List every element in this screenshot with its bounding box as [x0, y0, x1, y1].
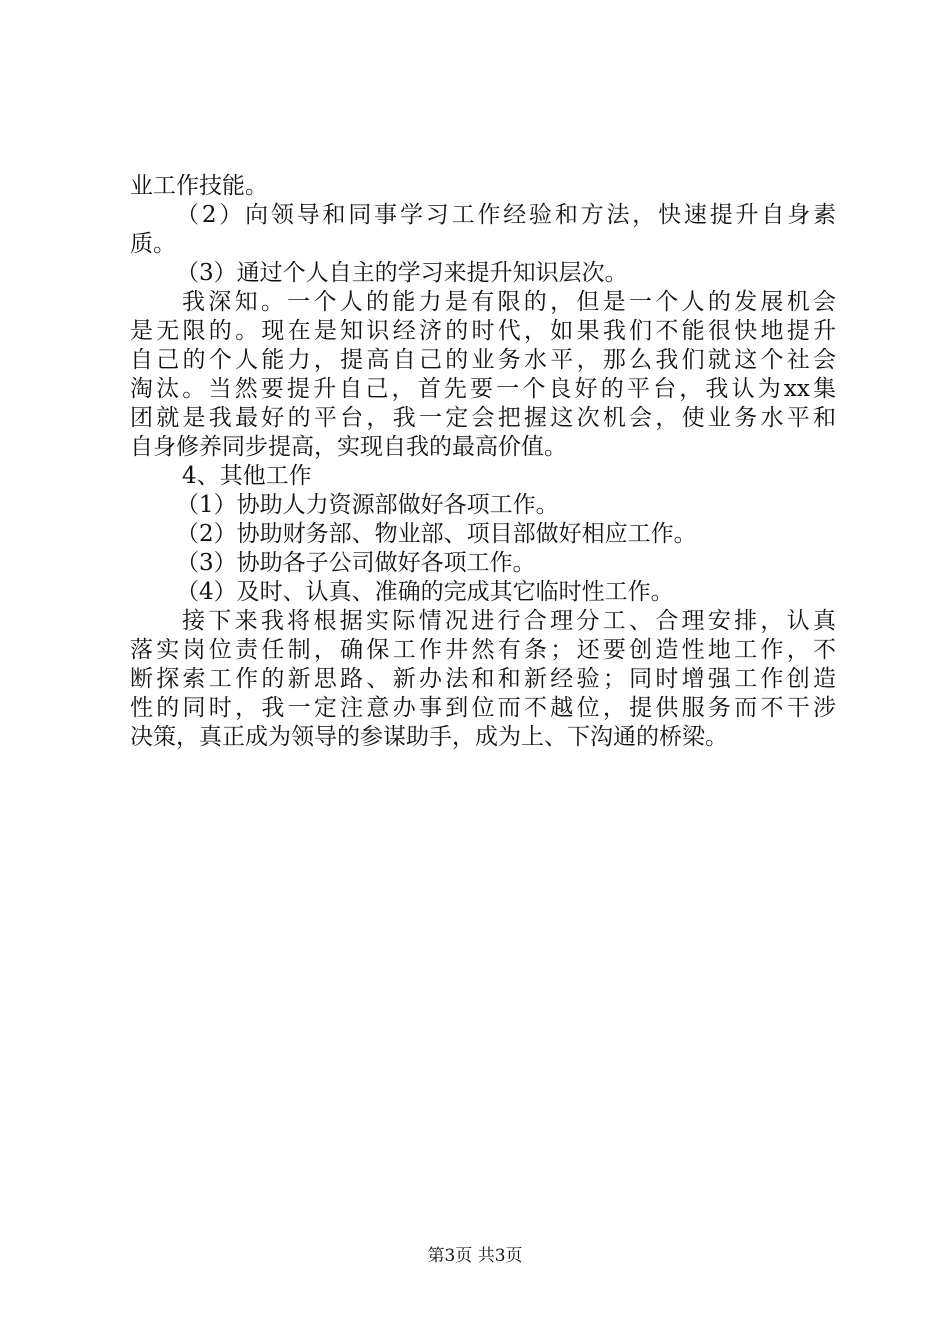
paragraph-line: 性的同时，我一定注意办事到位而不越位，提供服务而不干涉: [130, 695, 836, 721]
paragraph-line: 落实岗位责任制，确保工作井然有条；还要创造性地工作，不: [130, 637, 836, 663]
list-item-line: （2）协助财务部、物业部、项目部做好相应工作。: [176, 521, 697, 547]
list-item-line: （3）协助各子公司做好各项工作。: [176, 550, 536, 576]
text-line: 质。: [130, 231, 176, 257]
paragraph-line: 我深知。一个人的能力是有限的，但是一个人的发展机会: [182, 289, 836, 315]
list-item-line: （2）向领导和同事学习工作经验和方法，快速提升自身素: [176, 202, 836, 228]
paragraph-line: 接下来我将根据实际情况进行合理分工、合理安排，认真: [182, 608, 836, 634]
paragraph-line: 自身修养同步提高，实现自我的最高价值。: [130, 434, 567, 460]
paragraph-line: 是无限的。现在是知识经济的时代，如果我们不能很快地提升: [130, 318, 836, 344]
paragraph-line: 自己的个人能力，提高自己的业务水平，那么我们就这个社会: [130, 347, 836, 373]
list-item-line: （4）及时、认真、准确的完成其它临时性工作。: [176, 579, 674, 605]
list-item-line: （3）通过个人自主的学习来提升知识层次。: [176, 260, 628, 286]
paragraph-line: 断探索工作的新思路、新办法和和新经验；同时增强工作创造: [130, 666, 836, 692]
paragraph-line: 决策，真正成为领导的参谋助手，成为上、下沟通的桥梁。: [130, 724, 728, 750]
document-body: [130, 172, 836, 752]
paragraph-line: 淘汰。当然要提升自己，首先要一个良好的平台，我认为xx集: [130, 376, 836, 402]
page-number-footer: 第3页 共3页: [427, 1246, 523, 1266]
list-item-line: （1）协助人力资源部做好各项工作。: [176, 492, 559, 518]
section-heading: 4、其他工作: [182, 463, 312, 489]
paragraph-line: 团就是我最好的平台，我一定会把握这次机会，使业务水平和: [130, 405, 836, 431]
text-line: 业工作技能。: [130, 173, 268, 199]
